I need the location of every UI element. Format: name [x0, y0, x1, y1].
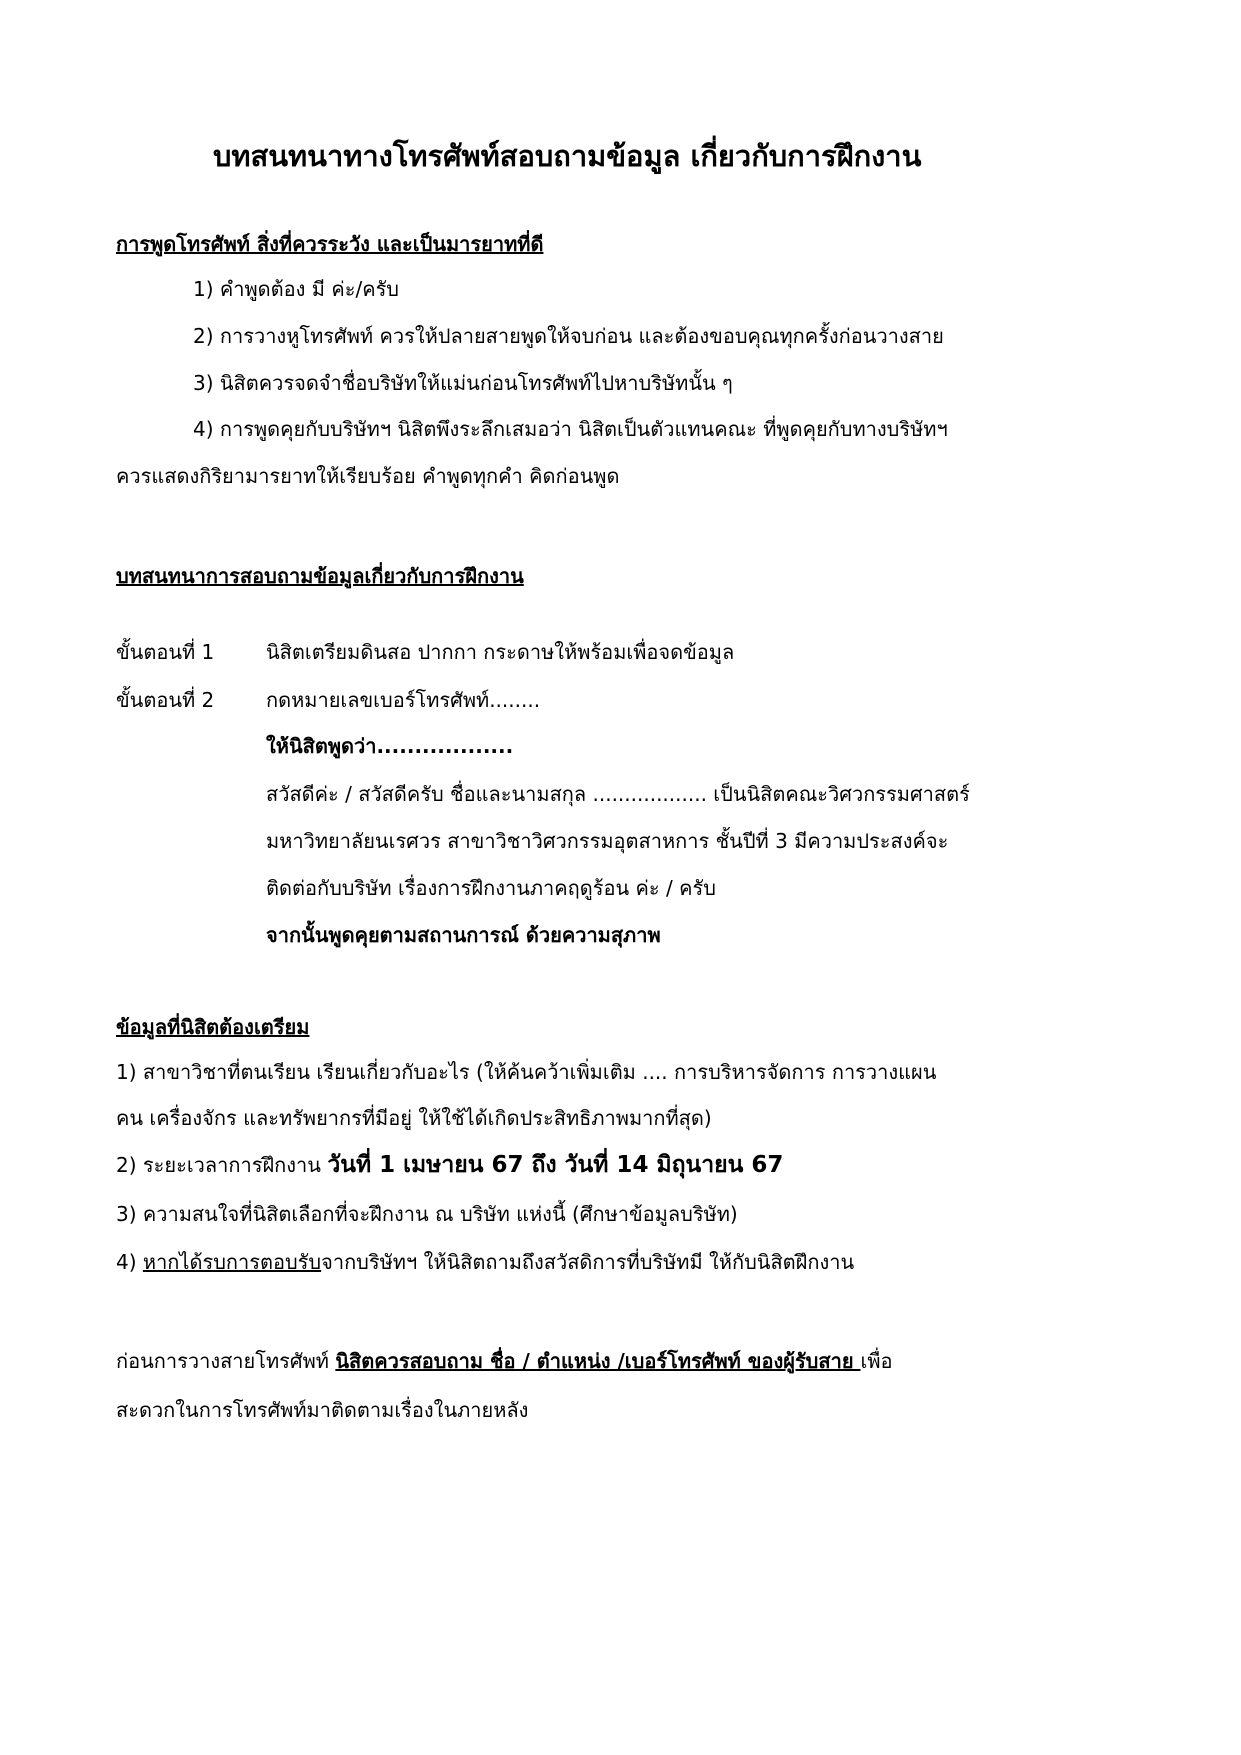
closing-note-prefix: ก่อนการวางสายโทรศัพท์	[116, 1349, 336, 1373]
say-label: ให้นิสิตพูดว่า..................	[266, 734, 514, 758]
section-heading-preparation: ข้อมูลที่นิสิตต้องเตรียม	[116, 1015, 310, 1039]
etiquette-item-2: 2) การวางหูโทรศัพท์ ควรให้ปลายสายพูดให้จบก่อน และต้องขอบคุณทุกครั้งก่อนวางสาย	[193, 324, 944, 348]
step-1-text: นิสิตเตรียมดินสอ ปากกา กระดาษให้พร้อมเพื่อจดข้อมูล	[266, 640, 735, 664]
etiquette-item-4: 4) การพูดคุยกับบริษัทฯ นิสิตพึงระลึกเสมอว่า นิสิตเป็นตัวแทนคณะ ที่พูดคุยกับทางบริษัทฯ	[193, 417, 948, 441]
prep-item-1-line-2: คน เครื่องจักร และทรัพยากรที่มีอยู่ ให้ใช้ได้เกิดประสิทธิภาพมากที่สุด)	[116, 1106, 712, 1130]
script-line-3: ติดต่อกับบริษัท เรื่องการฝึกงานภาคฤดูร้อน ค่ะ / ครับ	[266, 876, 716, 900]
prep-item-1-line-1: 1) สาขาวิชาที่ตนเรียน เรียนเกี่ยวกับอะไร (ให้ค้นคว้าเพิ่มเติม .... การบริหารจัดการ การวางแผน	[116, 1060, 937, 1084]
prep-item-2	[116, 1151, 783, 1179]
script-line-2: มหาวิทยาลัยนเรศวร สาขาวิชาวิศวกรรมอุตสาหการ ชั้นปีที่ 3 มีความประสงค์จะ	[266, 829, 949, 853]
step-1-label: ขั้นตอนที่ 1	[116, 640, 215, 664]
prep-item-2-label: 2) ระยะเวลาการฝึกงาน	[116, 1153, 328, 1177]
prep-item-3: 3) ความสนใจที่นิสิตเลือกที่จะฝึกงาน ณ บริษัท แห่งนี้ (ศึกษาข้อมูลบริษัท)	[116, 1202, 738, 1226]
section-heading-conversation: บทสนทนาการสอบถามข้อมูลเกี่ยวกับการฝึกงาน	[116, 564, 524, 588]
closing-note-line-2: สะดวกในการโทรศัพท์มาติดตามเรื่องในภายหลัง	[116, 1398, 529, 1422]
prep-item-4	[116, 1248, 854, 1276]
script-closing: จากนั้นพูดคุยตามสถานการณ์ ด้วยความสุภาพ	[266, 923, 661, 947]
script-line-1: สวัสดีค่ะ / สวัสดีครับ ชื่อและนามสกุล .................. เป็นนิสิตคณะวิศวกรรมศาสตร์	[266, 782, 970, 806]
prep-item-4-number: 4)	[116, 1250, 143, 1274]
etiquette-item-1: 1) คำพูดต้อง มี ค่ะ/ครับ	[193, 277, 400, 301]
step-2-label: ขั้นตอนที่ 2	[116, 688, 215, 712]
etiquette-item-4-continued: ควรแสดงกิริยามารยาทให้เรียบร้อย คำพูดทุกคำ คิดก่อนพูด	[116, 464, 620, 488]
step-2	[116, 686, 540, 714]
closing-note-emphasis: นิสิตควรสอบถาม ชื่อ / ตำแหน่ง /เบอร์โทรศัพท์ ของผู้รับสาย	[335, 1349, 861, 1373]
step-1	[116, 638, 734, 666]
document-title: บทสนทนาทางโทรศัพท์สอบถามข้อมูล เกี่ยวกับการฝึกงาน	[213, 139, 922, 173]
section-heading-phone-etiquette: การพูดโทรศัพท์ สิ่งที่ควรระวัง และเป็นมารยาทที่ดี	[116, 232, 544, 256]
prep-item-4-underlined: หากได้รบการตอบรับ	[142, 1250, 322, 1274]
step-2-text: กดหมายเลขเบอร์โทรศัพท์........	[266, 688, 541, 712]
prep-item-4-rest: จากบริษัทฯ ให้นิสิตถามถึงสวัสดิการที่บริษัทมี ให้กับนิสิตฝึกงาน	[321, 1250, 855, 1274]
closing-note-line-1	[116, 1347, 893, 1375]
closing-note-suffix: เพื่อ	[860, 1349, 893, 1373]
etiquette-item-3: 3) นิสิตควรจดจำชื่อบริษัทให้แม่นก่อนโทรศัพท์ไปหาบริษัทนั้น ๆ	[193, 371, 733, 395]
training-dates: วันที่ 1 เมษายน 67 ถึง วันที่ 14 มิถุนายน 67	[327, 1152, 784, 1178]
